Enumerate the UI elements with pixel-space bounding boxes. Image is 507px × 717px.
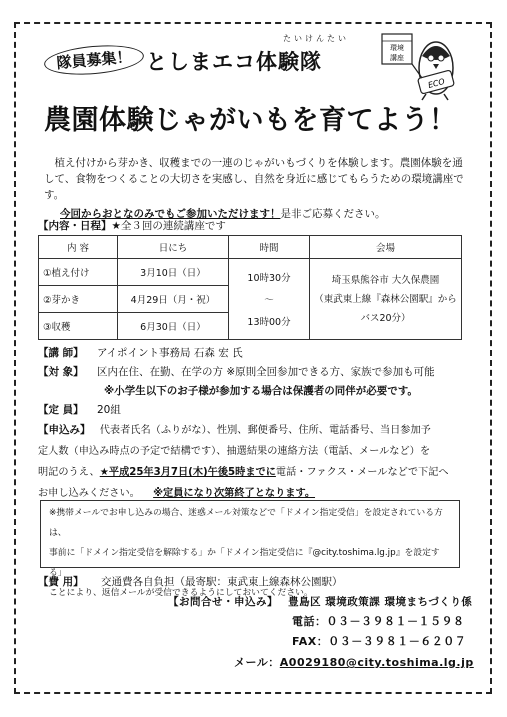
apply-text4a: お申し込みください。 — [38, 488, 140, 499]
mascot-penguin-icon — [378, 28, 464, 104]
instructor-line — [38, 345, 243, 360]
svg-text:環境: 環境 — [390, 44, 404, 52]
cost-line — [38, 574, 343, 589]
invite-rest: 是非ご応募ください。 — [280, 208, 386, 220]
row-date: 4月29日（月・祝） — [118, 286, 229, 313]
row-content: ③収穫 — [39, 313, 118, 340]
header-content: 内 容 — [39, 236, 118, 259]
apply-text1: 代表者氏名（ふりがな）、性別、郵便番号、住所、電話番号、当日参加予 — [99, 425, 431, 436]
contact-mail-line — [234, 654, 474, 670]
row-date: 3月10日（日） — [118, 259, 229, 286]
time-end: 13時00分 — [247, 317, 291, 328]
program-title: としまエコ体験隊 — [146, 50, 322, 74]
svg-text:講座: 講座 — [390, 54, 404, 62]
venue-cell — [310, 259, 462, 340]
mail-address[interactable]: A0029180@city.toshima.lg.jp — [279, 656, 474, 669]
mail-label: メール： — [234, 656, 280, 669]
title-ruby: たいけんたい — [283, 34, 349, 43]
schedule-table — [38, 235, 462, 340]
schedule-heading — [38, 218, 226, 233]
apply-label: 【申込み】 — [38, 424, 91, 436]
venue-line2: （東武東上線『森林公園駅』から — [314, 293, 457, 305]
header-venue: 会場 — [310, 236, 462, 259]
recruit-badge: 隊員募集！ — [43, 42, 145, 79]
target-label: 【対 象】 — [38, 366, 84, 378]
apply-line1 — [38, 421, 431, 437]
apply-line3 — [38, 463, 449, 478]
apply-text3c: 電話・ファクス・メールなどで下記へ — [275, 467, 449, 478]
notice-line3: ことにより、返信メールが受信できるようにしておいてください。 — [49, 588, 313, 598]
apply-deadline: ★平成25年3月7日(木)午後5時までに — [99, 467, 276, 478]
contact-org: 豊島区 環境政策課 環境まちづくり係 — [288, 596, 473, 608]
headline: 農園体験じゃがいもを育てよう！ — [44, 105, 457, 136]
contact-tel: 電話：０３－３９８１－１５９８ — [292, 615, 465, 628]
contact-fax: FAX：０３－３９８１－６２０７ — [292, 635, 467, 648]
instructor-value: アイポイント事務局 石森 宏 氏 — [97, 347, 243, 359]
apply-line4 — [38, 484, 315, 499]
row-content: ①植え付け — [39, 259, 118, 286]
contact-label: 【お問合せ・申込み】 — [168, 596, 278, 608]
target-line — [38, 364, 435, 379]
schedule-note: ★全３回の連続講座です — [111, 220, 226, 232]
header-time: 時間 — [229, 236, 310, 259]
time-start: 10時30分 — [247, 273, 291, 284]
venue-line3: バス20分） — [360, 312, 411, 324]
invite-bold: 今回からおとなのみでもご参加いただけます！ — [60, 208, 281, 220]
target-value: 区内在住、在勤、在学の方 ※原則全回参加できる方、家族で参加も可能 — [97, 366, 435, 378]
cost-label: 【費 用】 — [38, 576, 84, 588]
table-header-row — [39, 236, 462, 259]
capacity-line — [38, 402, 121, 417]
apply-line2: 定人数（申込み時点の予定で結構です）、抽選結果の連絡方法（電話、メールなど）を — [38, 446, 431, 457]
venue-line1: 埼玉県熊谷市 大久保農園 — [331, 274, 440, 286]
intro-text: 植え付けから芽かき、収穫までの一連のじゃがいもづくりを体験します。農園体験を通して、食物をつくることの大切さを実感し、自然を身近に感じてもらうための環境講座です。 — [44, 157, 464, 201]
capacity-value: 20組 — [97, 404, 121, 416]
notice-line2: 事前に「ドメイン指定受信を解除する」か「ドメイン指定受信に『@city.toshima.lg.jp』を設定する」 — [49, 548, 440, 578]
notice-line1: ※携帯メールでお申し込みの場合、迷惑メール対策などで「ドメイン指定受信」を設定されている方は、 — [49, 508, 443, 538]
row-date: 6月30日（日） — [118, 313, 229, 340]
svg-text:ECO: ECO — [427, 76, 446, 90]
cost-value: 交通費各自負担（最寄駅：東武東上線森林公園駅） — [101, 576, 343, 588]
target-note: ※小学生以下のお子様が参加する場合は保護者の同伴が必要です。 — [104, 385, 418, 397]
time-sep: 〜 — [264, 295, 274, 306]
apply-limit-note: ※定員になり次第終了となります。 — [153, 488, 316, 499]
schedule-label: 【内容・日程】 — [38, 220, 112, 232]
table-row — [39, 259, 462, 286]
time-cell — [229, 259, 310, 340]
contact-heading — [168, 594, 472, 609]
instructor-label: 【講 師】 — [38, 347, 84, 359]
capacity-label: 【定 員】 — [38, 404, 84, 416]
apply-text3a: 明記のうえ、 — [38, 467, 100, 478]
header-date: 日にち — [118, 236, 229, 259]
row-content: ②芽かき — [39, 286, 118, 313]
